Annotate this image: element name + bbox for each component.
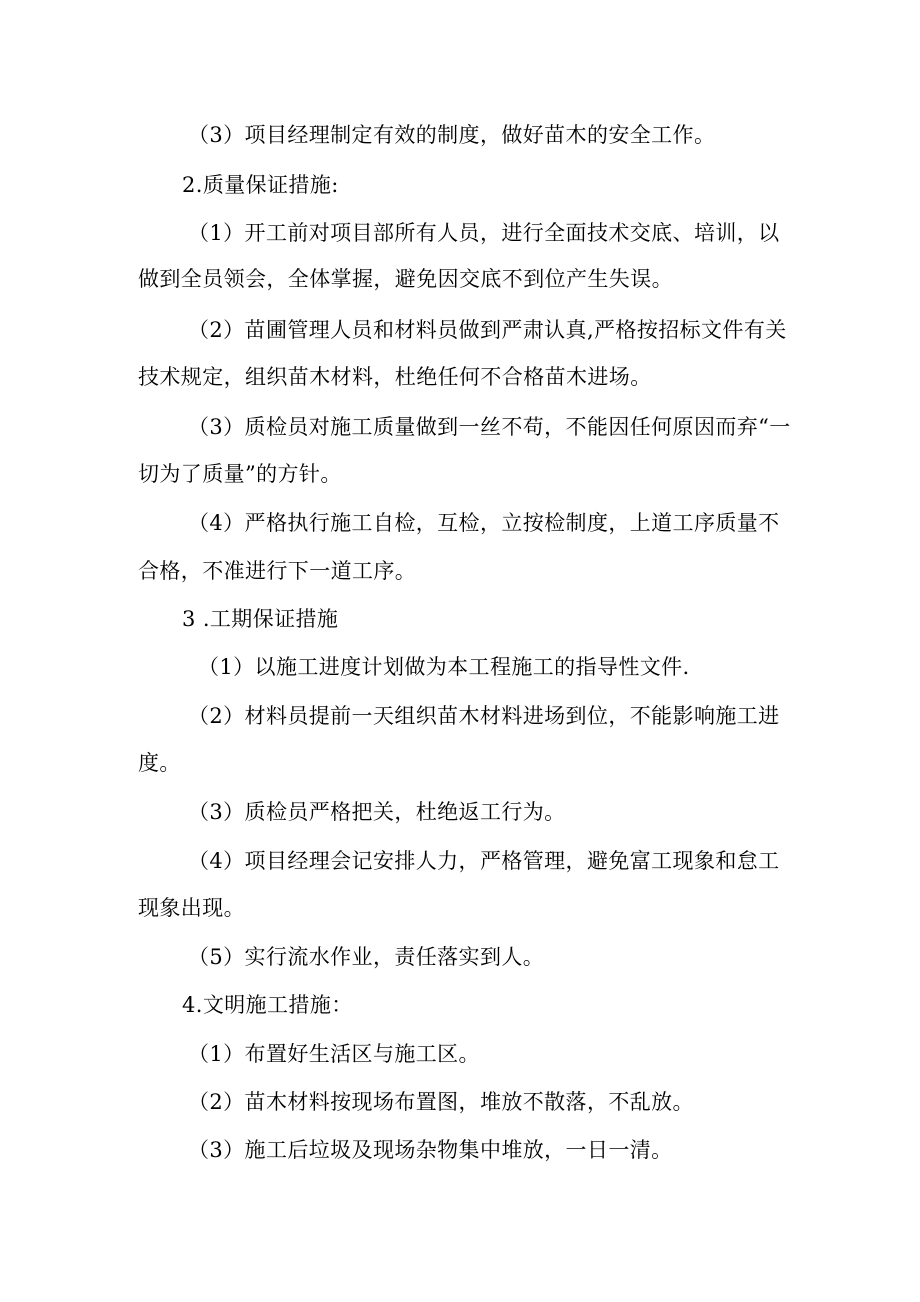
paragraph-line: （1）以施工进度计划做为本工程施工的指导性文件. bbox=[198, 655, 690, 679]
paragraph-line: （3）质检员对施工质量做到一丝不苟，不能因任何原因而弃“一 bbox=[188, 415, 791, 439]
paragraph-line: （3）施工后垃圾及现场杂物集中堆放，一日一清。 bbox=[188, 1138, 673, 1162]
paragraph-line: （2）材料员提前一天组织苗木材料进场到位，不能影响施工进 bbox=[188, 704, 780, 728]
paragraph-line: （3）项目经理制定有效的制度，做好苗木的安全工作。 bbox=[188, 123, 716, 147]
paragraph-line: （2）苗木材料按现场布置图，堆放不散落，不乱放。 bbox=[188, 1090, 694, 1114]
paragraph-line: 现象出现。 bbox=[138, 896, 245, 920]
paragraph-line: 切为了质量”的方针。 bbox=[138, 462, 342, 486]
paragraph-line: 技术规定，组织苗木材料，杜绝任何不合格苗木进场。 bbox=[138, 365, 652, 389]
section-heading-quality: 2.质量保证措施: bbox=[182, 173, 339, 197]
paragraph-line: 度。 bbox=[138, 751, 181, 775]
paragraph-line: （4）严格执行施工自检，互检，立按检制度，上道工序质量不 bbox=[188, 511, 780, 535]
paragraph-line: （2）苗圃管理人员和材料员做到严肃认真,严格按招标文件有关 bbox=[188, 318, 787, 342]
paragraph-line: 做到全员领会，全体掌握，避免因交底不到位产生失误。 bbox=[138, 267, 673, 291]
paragraph-line: 合格，不准进行下一道工序。 bbox=[138, 559, 417, 583]
paragraph-line: （1）布置好生活区与施工区。 bbox=[188, 1042, 480, 1066]
section-heading-civilized: 4.文明施工措施： bbox=[182, 993, 353, 1017]
paragraph-line: （4）项目经理会记安排人力，严格管理，避免富工现象和怠工 bbox=[188, 849, 780, 873]
paragraph-line: （3）质检员严格把关，杜绝返工行为。 bbox=[188, 800, 566, 824]
paragraph-line: （1）开工前对项目部所有人员，进行全面技术交底、培训，以 bbox=[188, 221, 780, 245]
section-heading-schedule: 3 .工期保证措施 bbox=[182, 607, 339, 631]
paragraph-line: （5）实行流水作业，责任落实到人。 bbox=[188, 945, 545, 969]
